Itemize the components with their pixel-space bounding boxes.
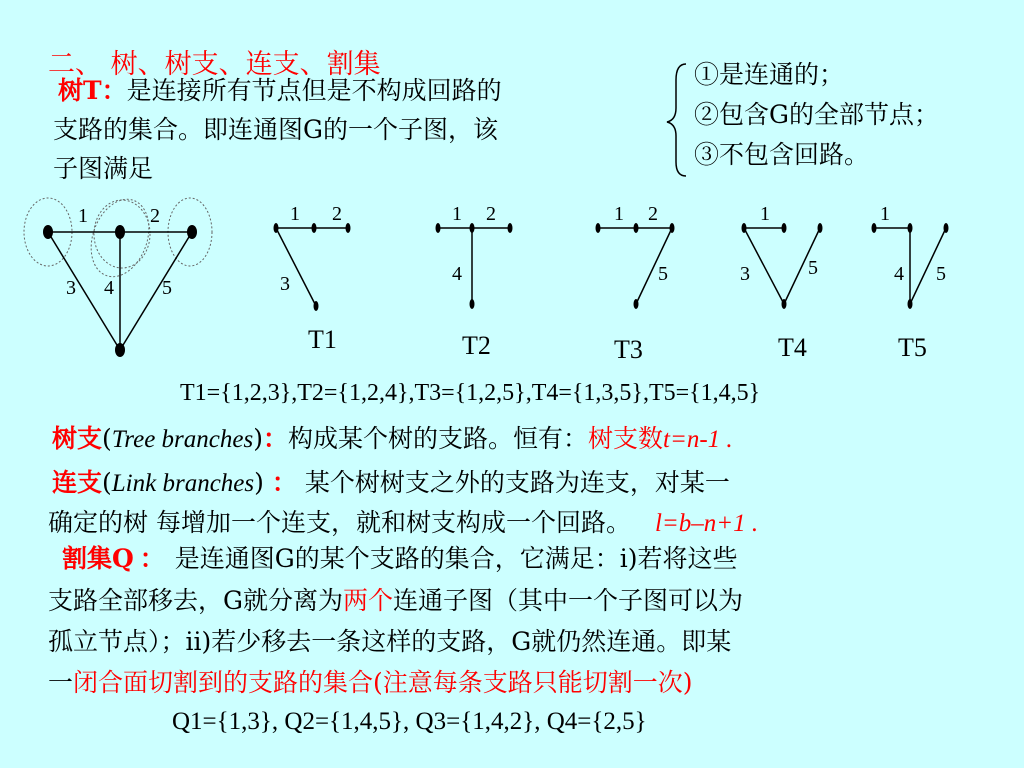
tree-t2 <box>438 228 510 304</box>
cutset-line3: 孤立节点）；ii)若少移去一条这样的支路，G就仍然连通。即某 <box>48 627 732 656</box>
cutset-sets: Q1={1,3}, Q2={1,4,5}, Q3={1,4,2}, Q4={2,5} <box>172 708 647 735</box>
t4-label-5: 5 <box>808 257 818 279</box>
link-branch-line1: 连支(Link branches) ： 某个树树支之外的支路为连支，对某一 <box>52 468 730 497</box>
condition-no-loop: ③不包含回路。 <box>694 140 870 169</box>
t2-label-2: 2 <box>486 203 496 225</box>
tree-branch-term: 树支 <box>52 424 103 453</box>
condition-all-nodes: ②包含G的全部节点； <box>694 100 939 129</box>
t4-label-1: 1 <box>760 203 770 225</box>
link-branch-line2 <box>48 508 758 539</box>
cutset-text2c: 连通子图（其中一个子图可以为 <box>393 586 744 615</box>
link-branch-text2: 确定的树 每增加一个连支，就和树支构成一个回路。 <box>48 508 631 537</box>
t1-label-2: 2 <box>332 203 342 225</box>
t3-label-5: 5 <box>658 263 668 285</box>
tree-branch-text: 构成某个树的支路。恒有： <box>287 424 588 453</box>
t1-label-1: 1 <box>290 203 300 225</box>
t2-label-1: 1 <box>452 203 462 225</box>
cutset-colon: ： <box>139 544 165 573</box>
tree-branch-formula: t=n-1 . <box>663 426 733 453</box>
tree-term: 树T： <box>58 76 127 105</box>
tree-branch-count-label: 树支数 <box>588 424 664 453</box>
cutset-text2a: 支路全部移去，G就分离为 <box>48 586 343 615</box>
tree-definition-line3: 子图满足 <box>53 154 154 183</box>
link-branch-formula: l=b–n+1 . <box>654 510 759 537</box>
t4-name: T4 <box>778 333 807 362</box>
t4-label-3: 3 <box>740 263 750 285</box>
branch-label-2: 2 <box>150 205 160 227</box>
section-heading: 二、 树、树支、连支、割集 <box>48 49 381 80</box>
t2-label-4: 4 <box>452 263 462 285</box>
tree-definition-line2: 支路的集合。即连通图G的一个子图，该 <box>53 115 498 144</box>
link-branch-en: Link branches <box>111 470 255 497</box>
cutset-line4 <box>48 668 693 698</box>
t3-label-1: 1 <box>614 203 624 225</box>
t1-name: T1 <box>308 325 337 354</box>
t3-name: T3 <box>614 335 643 364</box>
link-branch-text1: 某个树树支之外的支路为连支，对某一 <box>304 468 730 497</box>
t5-label-1: 1 <box>880 203 890 225</box>
cutset-term: 割集Q <box>62 544 134 573</box>
tree-branch-line: 树支(Tree branches)：构成某个树的支路。恒有：树支数t=n-1 . <box>52 424 733 453</box>
t5-name: T5 <box>898 333 927 362</box>
t5-label-5: 5 <box>936 263 946 285</box>
cutset-line1 <box>62 544 738 574</box>
t5-label-4: 4 <box>894 263 904 285</box>
t2-name: T2 <box>462 331 491 360</box>
graph-g <box>24 191 212 350</box>
tree-branch-colon: ： <box>262 424 288 453</box>
branch-label-5: 5 <box>162 277 172 299</box>
tree-definition-text: 是连接所有节点但是不构成回路的 <box>126 76 502 105</box>
tree-branch-en: Tree branches <box>111 426 254 453</box>
tree-sets: T1={1,2,3},T2={1,2,4},T3={1,2,5},T4={1,3,5},T5={1,4,5} <box>180 380 761 406</box>
cutset-text4a: 一 <box>48 668 74 697</box>
cutset-text4b: 闭合面切割到的支路的集合(注意每条支路只能切割一次) <box>73 668 693 697</box>
condition-connected: ①是连通的； <box>694 60 845 89</box>
cutset-text1: 是连通图G的某个支路的集合，它满足：i)若将这些 <box>174 544 738 573</box>
branch-label-4: 4 <box>104 277 114 299</box>
cutset-text2b: 两个 <box>342 586 393 615</box>
branch-label-3: 3 <box>66 277 76 299</box>
branch-label-1: 1 <box>78 205 88 227</box>
link-branch-term: 连支 <box>52 468 103 497</box>
cutset-line2 <box>48 586 743 616</box>
t1-label-3: 3 <box>280 273 290 295</box>
link-branch-colon: ： <box>271 468 297 497</box>
t3-label-2: 2 <box>648 203 658 225</box>
